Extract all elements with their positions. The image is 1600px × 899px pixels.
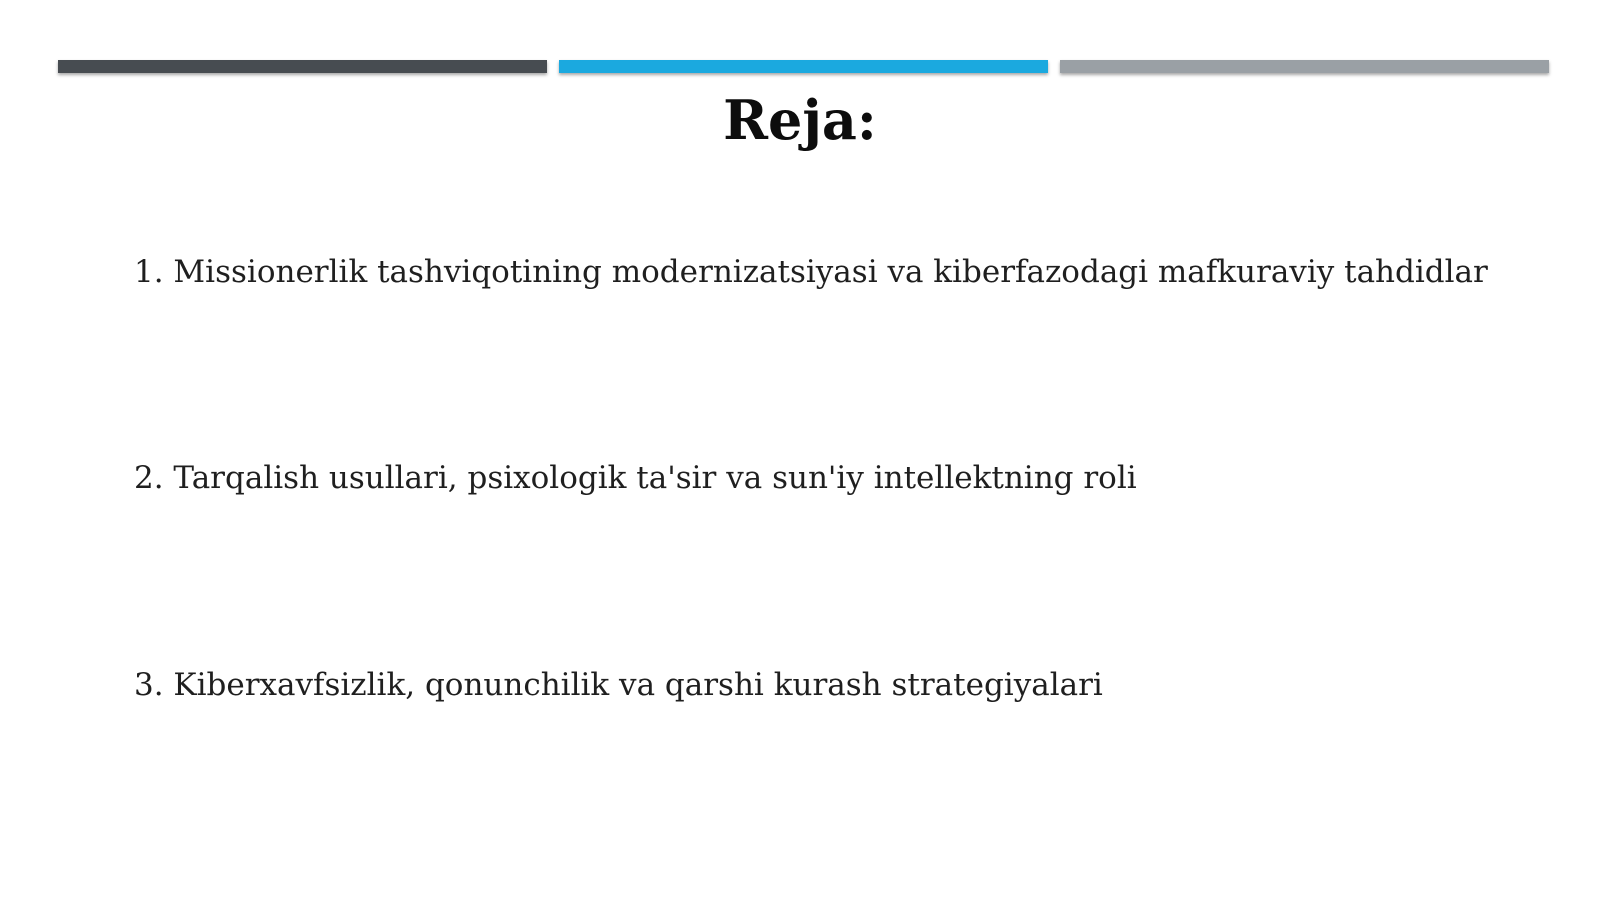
agenda-item-3: 3. Kiberxavfsizlik, qonunchilik va qarshi kurash strategiyalari bbox=[134, 667, 1103, 703]
accent-bar-dark bbox=[58, 60, 547, 73]
agenda-item-1: 1. Missionerlik tashviqotining modernizatsiyasi va kiberfazodagi mafkuraviy tahdidlar bbox=[134, 254, 1488, 290]
accent-bar-gray bbox=[1060, 60, 1549, 73]
slide-title: Reja: bbox=[723, 88, 877, 152]
accent-bar-blue bbox=[559, 60, 1048, 73]
agenda-item-2: 2. Tarqalish usullari, psixologik ta'sir va sun'iy intellektning roli bbox=[134, 460, 1137, 496]
